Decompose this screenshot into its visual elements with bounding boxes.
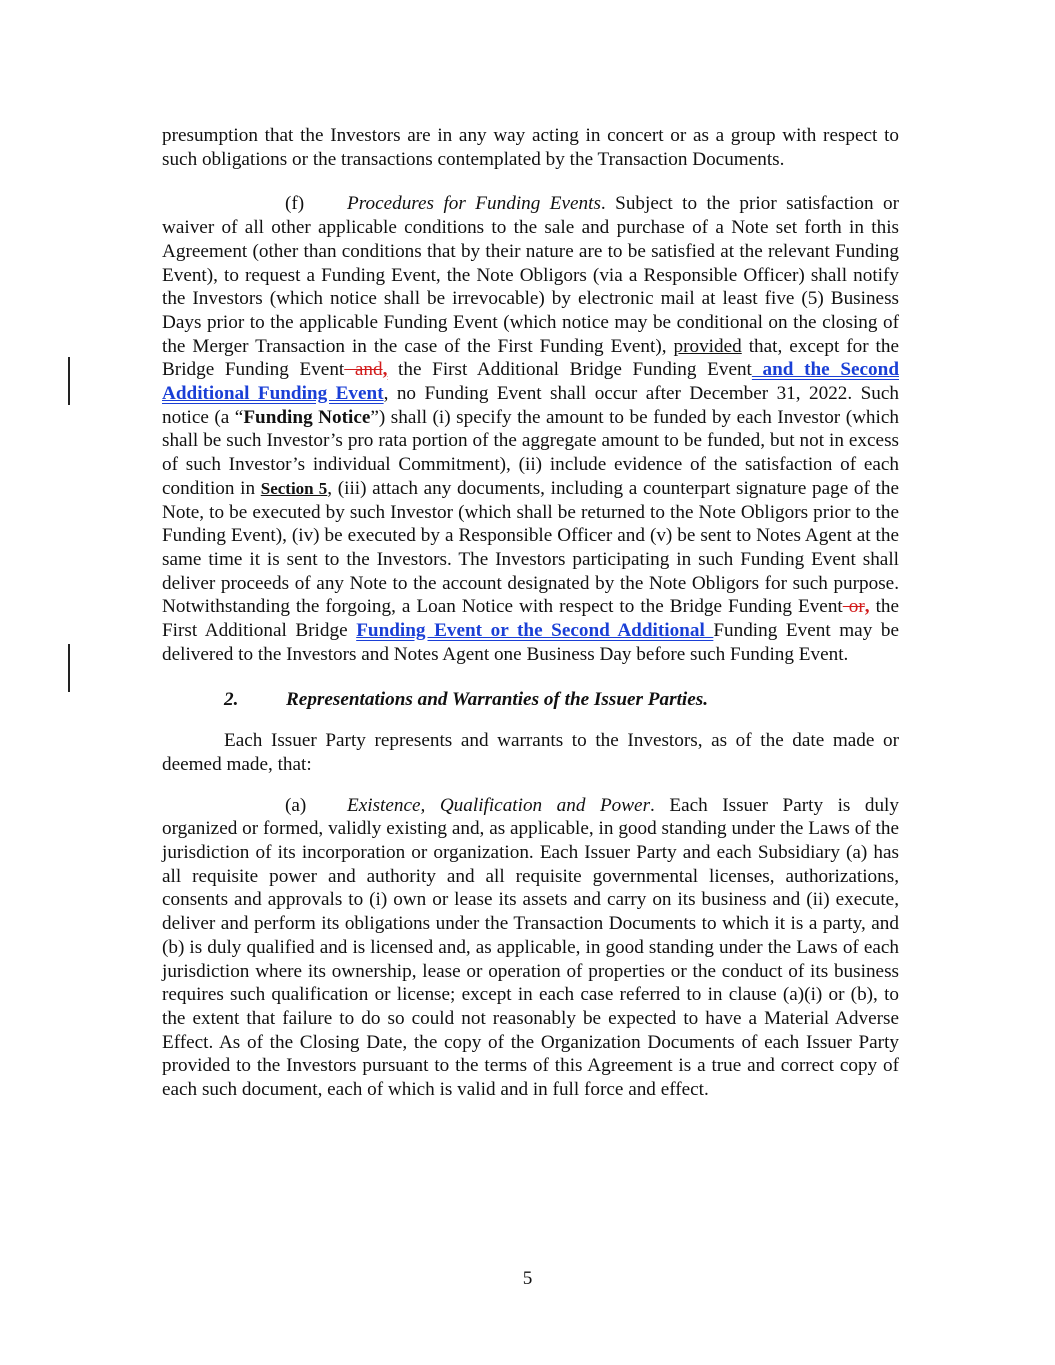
change-bar-2: [68, 644, 70, 692]
paragraph-a-label: (a): [285, 794, 307, 816]
paragraph-f-label: (f): [285, 193, 305, 215]
paragraph-f-text-1: . Subject to the prior satisfaction or waiver of all other applicable conditions to the sale and purchase of a Note set forth in this Agreement (other than conditions that by their nature are to be satisfied at the relevant Funding Event), to request a Funding Event, the Note Obligors (via a Responsible Officer) shall notify the Investors (which notice shall be irrevocable) by electronic mail at least five (5) Business Days prior to the applicable Funding Event (which notice may be conditional on the closing of the Merger Transaction in the case of the First Funding Event),: [162, 193, 899, 357]
provided-term: provided: [673, 335, 742, 357]
paragraph-reps: [162, 729, 899, 776]
paragraph-reps-text: Each Issuer Party represents and warrants to the Investors, as of the date made or deemed made, that:: [162, 730, 899, 775]
paragraph-f-text-7: the First Additional Bridge: [162, 596, 900, 642]
paragraph-f-text-2: that, except for the Bridge Funding Event: [162, 335, 899, 381]
paragraph-f-title: Procedures for Funding Events: [347, 193, 601, 215]
document-page: [162, 124, 899, 1102]
deleted-text: or: [842, 596, 865, 618]
section-reference: Section 5: [260, 478, 328, 498]
change-bar-1: [68, 357, 70, 405]
paragraph-intro: [162, 124, 899, 171]
page-number: 5: [522, 1268, 533, 1289]
paragraph-intro-text: presumption that the Investors are in any way acting in concert or as a group with respect to such obligations or the transactions contemplated by the Transaction Documents.: [162, 125, 899, 170]
section-heading: [162, 688, 899, 712]
paragraph-f-text-4: , no Funding Event shall occur after December 31, 2022. Such notice (a “: [162, 383, 899, 428]
inserted-text: ,: [382, 359, 388, 381]
paragraph-a-text: . Each Issuer Party is duly organized or formed, validly existing and, as applicable, in good standing under the Laws of the jurisdiction of its incorporation or organization. Each Issuer Party and each Subsidiary (a) has all requisite power and authority and all requisite governmental licenses, authorizations, consents and approvals to (i) own or lease its assets and carry on its business and (ii) execute, deliver and perform its obligations under the Transaction Documents to which it is a party, and (b) is duly qualified and is licensed and, as applicable, in good standing under the Laws of each jurisdiction where its ownership, lease or operation of properties or the conduct of its business requires such qualification or license; except in each case referred to in clause (a)(i) or (b), to the extent that failure to do so could not reasonably be expected to have a Material Adverse Effect. As of the Closing Date, the copy of the Organization Documents of each Issuer Party provided to the Investors pursuant to the terms of this Agreement is a true and correct copy of each such document, each of which is valid and in full force and effect.: [162, 794, 899, 1101]
inserted-text: ,: [864, 596, 870, 618]
paragraph-f-text-3: the First Additional Bridge Funding Event: [387, 359, 752, 381]
paragraph-a: [162, 794, 899, 1102]
defined-term: Funding Notice: [243, 406, 371, 428]
paragraph-f-text-8: Funding Event may be delivered to the Investors and Notes Agent one Business Day before such Funding Event.: [162, 620, 899, 665]
section-number: 2.: [224, 689, 239, 711]
paragraph-a-title: Existence, Qualification and Power: [347, 794, 651, 816]
inserted-text: and the Second Additional Funding Event: [162, 359, 899, 405]
inserted-text: Funding Event or the Second Additional: [356, 620, 714, 642]
paragraph-f-text-5: ”) shall (i) specify the amount to be funded by each Investor (which shall be such Investor’s pro rata portion of the aggregate amount to be funded, but not in excess of such Investor’s individual Commitment), (ii) include evidence of the satisfaction of each condition in: [162, 406, 899, 499]
section-title: Representations and Warranties of the Issuer Parties.: [286, 689, 709, 711]
deleted-text: and: [344, 359, 383, 381]
paragraph-f: [162, 192, 899, 666]
paragraph-f-text-6: , (iii) attach any documents, including a counterpart signature page of the Note, to be executed by such Investor (which shall be returned to the Note Obligors prior to the Funding Event), (iv) be executed by a Responsible Officer and (v) be sent to Notes Agent at the same time it is sent to the Investors. The Investors participating in such Funding Event shall deliver proceeds of any Note to the account designated by the Note Obligors for such purpose. Notwithstanding the forgoing, a Loan Notice with respect to the Bridge Funding Event: [162, 477, 899, 618]
